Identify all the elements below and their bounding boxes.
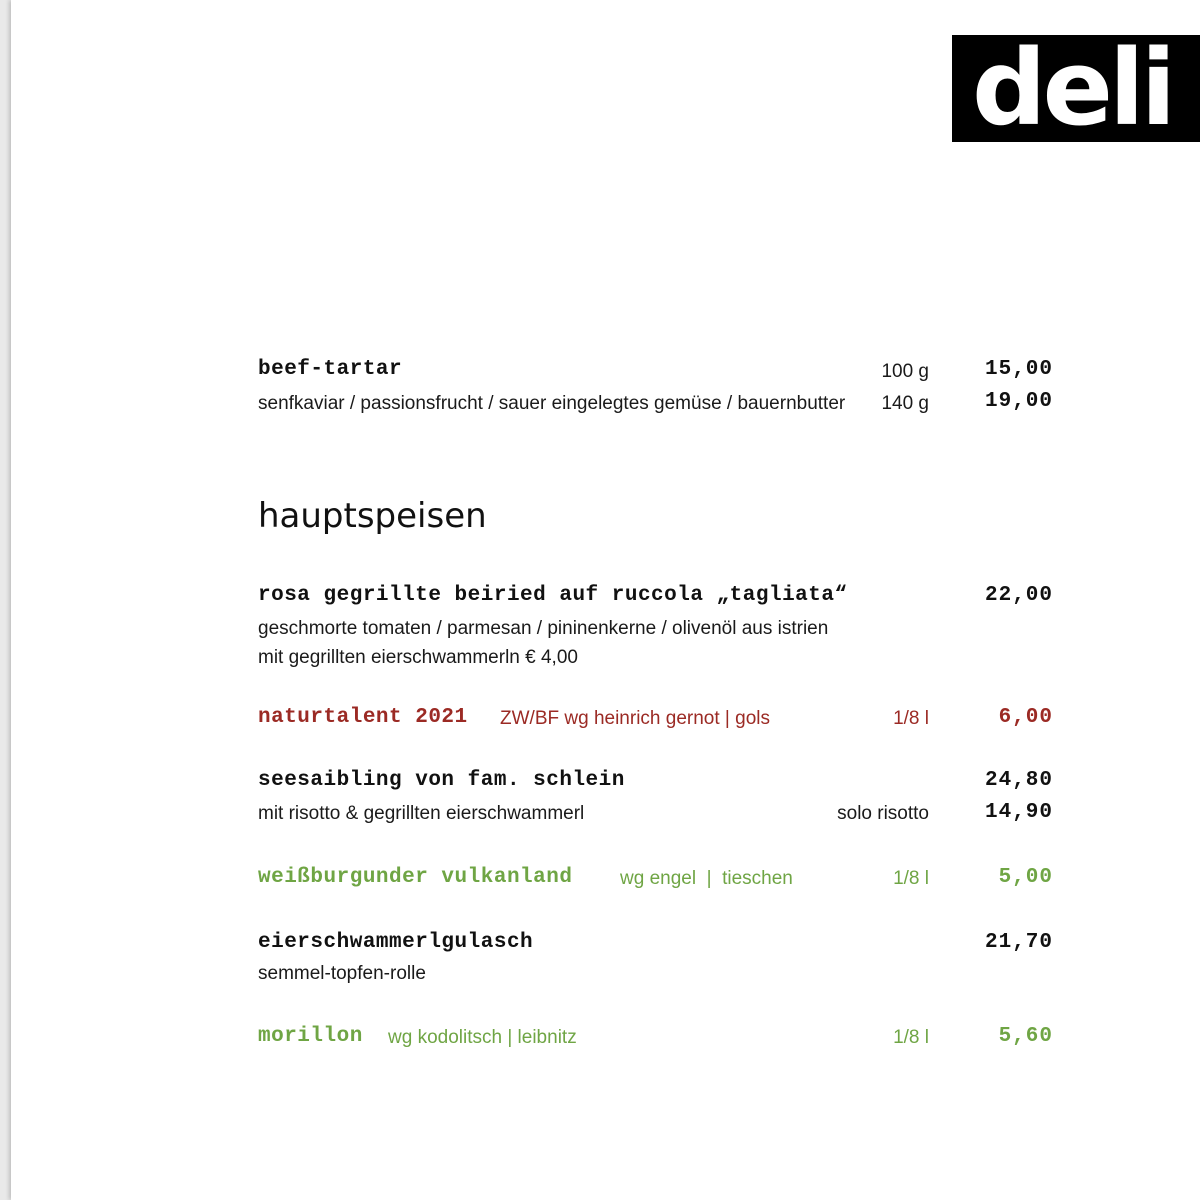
wine-qty-naturtalent: 1/8 l — [893, 708, 929, 729]
dish-description-seesaibling: mit risotto & gegrillten eierschwammerl — [258, 803, 585, 824]
dish-price-tagliata: 22,00 — [984, 584, 1053, 607]
menu-page — [11, 0, 1200, 1200]
wine-info-naturtalent: ZW/BF wg heinrich gernot | gols — [500, 708, 770, 729]
dish-name-seesaibling: seesaibling von fam. schlein — [258, 769, 625, 792]
dish-description-tagliata: geschmorte tomaten / parmesan / pininenkerne / olivenöl aus istrien — [258, 618, 829, 639]
dish-size-large: 140 g — [881, 393, 929, 414]
section-title: hauptspeisen — [258, 496, 487, 536]
dish-extra-tagliata: mit gegrillten eierschwammerln € 4,00 — [258, 647, 578, 668]
dish-name-beef-tartar: beef-tartar — [258, 358, 403, 381]
dish-description-beef-tartar: senfkaviar / passionsfrucht / sauer eingelegtes gemüse / bauernbutter — [258, 393, 846, 414]
dish-price-large: 19,00 — [984, 390, 1053, 413]
dish-name-tagliata: rosa gegrillte beiried auf ruccola „tagliata“ — [258, 584, 848, 607]
wine-info-weissburgunder: wg engel | tieschen — [620, 868, 793, 889]
dish-name-gulasch: eierschwammerlgulasch — [258, 931, 534, 954]
dish-price-gulasch: 21,70 — [984, 931, 1053, 954]
dish-alt-price-risotto: 14,90 — [984, 801, 1053, 824]
wine-price-morillon: 5,60 — [998, 1025, 1053, 1048]
wine-name-weissburgunder: weißburgunder vulkanland — [258, 866, 573, 889]
wine-name-naturtalent: naturtalent 2021 — [258, 706, 468, 729]
wine-qty-morillon: 1/8 l — [893, 1027, 929, 1048]
wine-price-weissburgunder: 5,00 — [998, 866, 1053, 889]
dish-price-small: 15,00 — [984, 358, 1053, 381]
dish-price-seesaibling: 24,80 — [984, 769, 1053, 792]
wine-qty-weissburgunder: 1/8 l — [893, 868, 929, 889]
deli-logo: deli — [952, 35, 1200, 142]
dish-description-gulasch: semmel-topfen-rolle — [258, 963, 426, 984]
wine-info-morillon: wg kodolitsch | leibnitz — [388, 1027, 577, 1048]
dish-size-small: 100 g — [881, 361, 929, 382]
wine-name-morillon: morillon — [258, 1025, 363, 1048]
dish-alt-label-risotto: solo risotto — [837, 803, 929, 824]
wine-price-naturtalent: 6,00 — [998, 706, 1053, 729]
